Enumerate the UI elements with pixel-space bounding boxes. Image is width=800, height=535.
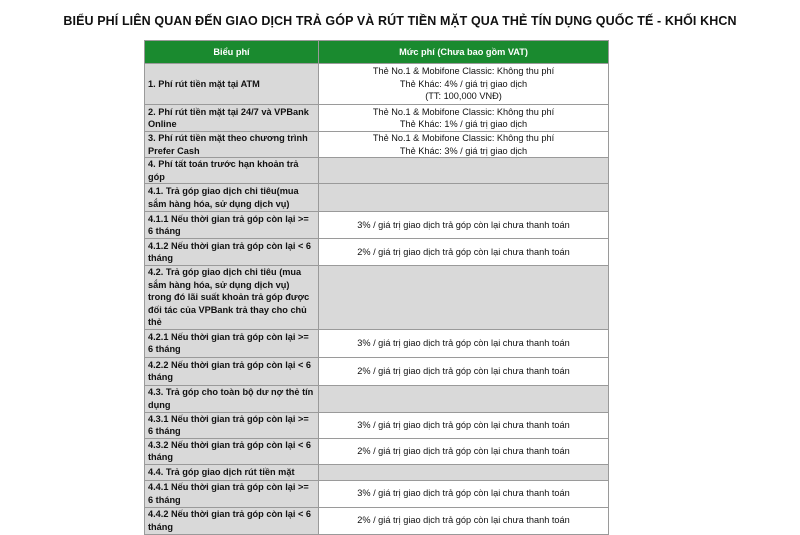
table-row bbox=[145, 464, 609, 480]
row-label: 3. Phí rút tiền mặt theo chương trình Prefer Cash bbox=[145, 132, 319, 158]
table-row bbox=[145, 239, 609, 266]
row-label: 4.1. Trả góp giao dịch chi tiêu(mua sắm hàng hóa, sử dụng dịch vụ) bbox=[145, 184, 319, 212]
table-row bbox=[145, 507, 609, 534]
table-row bbox=[145, 105, 609, 132]
value-line: Thẻ No.1 & Mobifone Classic: Không thu phí bbox=[372, 106, 555, 117]
page-title: BIỂU PHÍ LIÊN QUAN ĐẾN GIAO DỊCH TRẢ GÓP VÀ RÚT TIỀN MẶT QUA THẺ TÍN DỤNG QUỐC TẾ - KHỐI KHCN bbox=[63, 14, 737, 28]
row-label: 4.4. Trả góp giao dịch rút tiền mặt bbox=[145, 464, 319, 480]
table-row bbox=[145, 158, 609, 184]
row-value: 2% / giá trị giao dịch trả góp còn lại chưa thanh toán bbox=[319, 507, 609, 534]
row-value bbox=[319, 266, 609, 330]
row-value bbox=[319, 132, 609, 158]
table-header-row bbox=[145, 41, 609, 64]
row-value: 2% / giá trị giao dịch trả góp còn lại chưa thanh toán bbox=[319, 438, 609, 464]
row-value bbox=[319, 184, 609, 212]
value-line: Thẻ Khác: 3% / giá trị giao dịch bbox=[399, 145, 528, 156]
table-row bbox=[145, 438, 609, 464]
row-value bbox=[319, 64, 609, 105]
row-label: 4.4.1 Nếu thời gian trả góp còn lại >= 6 tháng bbox=[145, 480, 319, 507]
table-row bbox=[145, 184, 609, 212]
value-line: (TT: 100,000 VNĐ) bbox=[425, 91, 502, 102]
row-label: 4.4.2 Nếu thời gian trả góp còn lại < 6 tháng bbox=[145, 507, 319, 534]
row-value: 3% / giá trị giao dịch trả góp còn lại chưa thanh toán bbox=[319, 480, 609, 507]
table-row bbox=[145, 357, 609, 385]
row-label: 4.2. Trả góp giao dịch chi tiêu (mua sắm hàng hóa, sử dụng dịch vụ) trong đó lãi suất khoản trả góp được đối tác của VPBank trả thay cho chủ thẻ bbox=[145, 266, 319, 330]
row-label: 2. Phí rút tiền mặt tại 24/7 và VPBank Online bbox=[145, 105, 319, 132]
fee-table bbox=[144, 40, 609, 535]
row-value: 3% / giá trị giao dịch trả góp còn lại chưa thanh toán bbox=[319, 329, 609, 357]
row-label: 1. Phí rút tiền mặt tại ATM bbox=[145, 64, 319, 105]
row-label: 4.3.2 Nếu thời gian trả góp còn lại < 6 tháng bbox=[145, 438, 319, 464]
table-row bbox=[145, 385, 609, 412]
row-value: 2% / giá trị giao dịch trả góp còn lại chưa thanh toán bbox=[319, 357, 609, 385]
table-row bbox=[145, 212, 609, 239]
row-value bbox=[319, 158, 609, 184]
header-fee-amount: Mức phí (Chưa bao gồm VAT) bbox=[319, 41, 609, 64]
value-line: Thẻ No.1 & Mobifone Classic: Không thu phí bbox=[372, 133, 555, 143]
table-row bbox=[145, 266, 609, 330]
table-row bbox=[145, 132, 609, 158]
row-label: 4.3.1 Nếu thời gian trả góp còn lại >= 6 tháng bbox=[145, 412, 319, 438]
row-label: 4.2.1 Nếu thời gian trả góp còn lại >= 6 tháng bbox=[145, 329, 319, 357]
row-label: 4.3. Trả góp cho toàn bộ dư nợ thẻ tín dụng bbox=[145, 385, 319, 412]
row-label: 4.2.2 Nếu thời gian trả góp còn lại < 6 tháng bbox=[145, 357, 319, 385]
table-row bbox=[145, 412, 609, 438]
table-row bbox=[145, 329, 609, 357]
row-value: 2% / giá trị giao dịch trả góp còn lại chưa thanh toán bbox=[319, 239, 609, 266]
row-value bbox=[319, 464, 609, 480]
table-row bbox=[145, 480, 609, 507]
row-value: 3% / giá trị giao dịch trả góp còn lại chưa thanh toán bbox=[319, 212, 609, 239]
value-line: Thẻ Khác: 4% / giá trị giao dịch bbox=[399, 78, 528, 89]
value-line: Thẻ Khác: 1% / giá trị giao dịch bbox=[399, 119, 528, 129]
row-label: 4.1.1 Nếu thời gian trả góp còn lại >= 6 tháng bbox=[145, 212, 319, 239]
value-line: Thẻ No.1 & Mobifone Classic: Không thu phí bbox=[372, 66, 555, 77]
header-fee-name: Biểu phí bbox=[145, 41, 319, 64]
row-label: 4.1.2 Nếu thời gian trả góp còn lại < 6 tháng bbox=[145, 239, 319, 266]
row-value bbox=[319, 385, 609, 412]
row-value: 3% / giá trị giao dịch trả góp còn lại chưa thanh toán bbox=[319, 412, 609, 438]
row-label: 4. Phí tất toán trước hạn khoản trả góp bbox=[145, 158, 319, 184]
table-row bbox=[145, 64, 609, 105]
row-value bbox=[319, 105, 609, 132]
